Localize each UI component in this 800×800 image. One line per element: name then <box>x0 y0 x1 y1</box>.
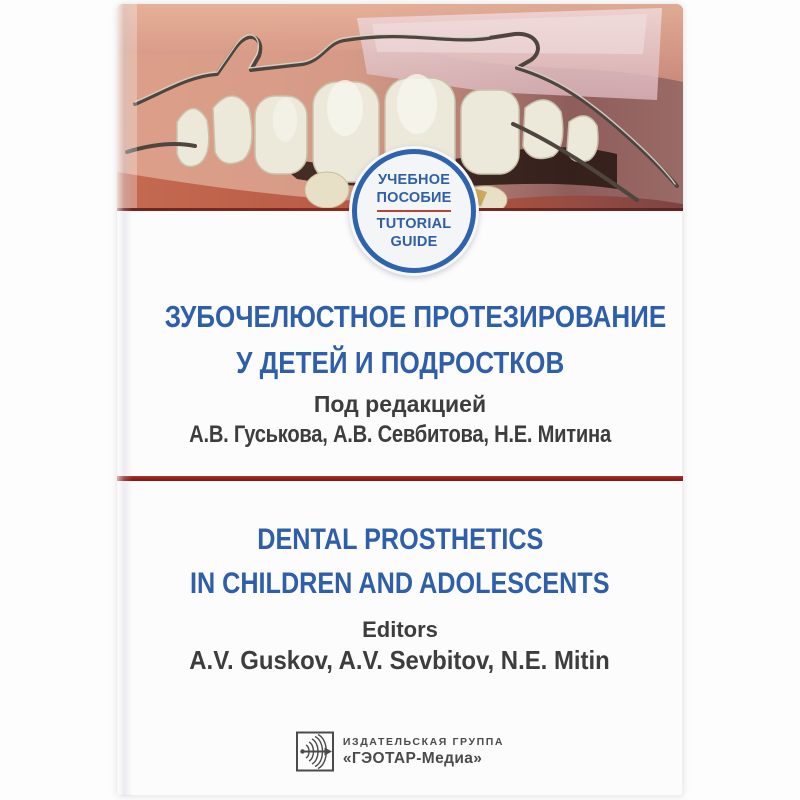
publisher-group-label: ИЗДАТЕЛЬСКАЯ ГРУППА <box>342 735 505 748</box>
title-russian-line1: ЗУБОЧЕЛЮСТНОЕ ПРОТЕЗИРОВАНИЕ <box>164 299 667 334</box>
title-russian <box>117 294 683 386</box>
title-russian-line2: У ДЕТЕЙ И ПОДРОСТКОВ <box>235 345 564 380</box>
book-cover <box>117 4 683 796</box>
badge-text-en-2: GUIDE <box>390 233 438 250</box>
editors-russian <box>117 390 683 450</box>
publisher-logo <box>117 731 683 772</box>
title-english <box>117 518 683 606</box>
editors-russian-names: А.В. Гуськова, А.В. Севбитова, Н.Е. Митина <box>189 421 611 448</box>
editors-english-names: A.V. Guskov, A.V. Sevbitov, N.E. Mitin <box>189 645 611 675</box>
tutorial-guide-badge <box>349 146 479 276</box>
badge-text-en-1: TUTORIAL <box>376 215 452 232</box>
geotar-waves-arrow-icon <box>296 731 334 772</box>
badge-divider-line <box>377 210 451 212</box>
red-divider-rule <box>117 476 683 481</box>
title-english-line1: DENTAL PROSTHETICS <box>256 523 544 556</box>
editors-russian-label: Под редакцией <box>313 391 487 417</box>
badge-text-ru-1: УЧЕБНОЕ <box>377 171 451 188</box>
editors-english-label: Editors <box>362 617 438 642</box>
title-english-line2: IN CHILDREN AND ADOLESCENTS <box>190 567 610 600</box>
publisher-brand-name: «ГЭОТАР-Медиа» <box>342 749 483 767</box>
tutorial-guide-badge-ring <box>352 149 476 273</box>
publisher-name <box>343 736 504 768</box>
badge-text-ru-2: ПОСОБИЕ <box>376 189 452 206</box>
editors-english <box>117 616 683 677</box>
